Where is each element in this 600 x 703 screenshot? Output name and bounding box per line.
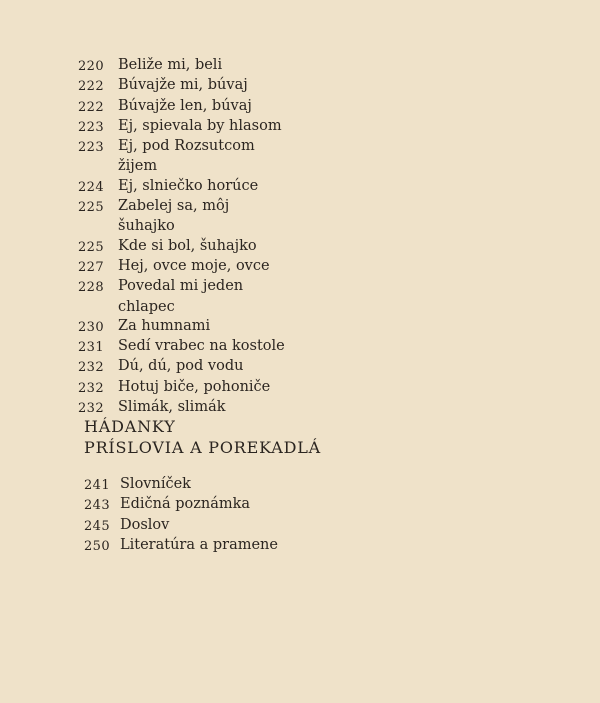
entry-title: Beliže mi, beli [118, 57, 223, 73]
entry-title: chlapec [118, 298, 175, 315]
toc-entry [78, 257, 518, 277]
page-number: 222 [78, 99, 105, 115]
page-number: 223 [78, 140, 105, 156]
page-number: 243 [84, 498, 111, 514]
page-number: 225 [78, 239, 105, 255]
toc-entry [78, 137, 518, 157]
entry-title: Búvajže mi, búvaj [118, 77, 248, 94]
page-number: 225 [78, 200, 105, 216]
section-headings [84, 416, 321, 458]
contents-list [78, 56, 518, 418]
toc-entry [78, 76, 518, 96]
entry-title: Povedal mi jeden [118, 278, 244, 295]
entry-title: žijem [118, 158, 158, 175]
appendix-entry [84, 475, 504, 495]
toc-entry [78, 177, 518, 197]
page-number: 232 [78, 401, 105, 417]
toc-entry [78, 237, 518, 257]
entry-title: Ej, slniečko horúce [118, 177, 259, 194]
entry-title: Ej, pod Rozsutcom [118, 138, 255, 155]
toc-entry [78, 337, 518, 357]
appendix-entry [84, 536, 504, 556]
toc-entry [78, 298, 518, 317]
page-number: 222 [78, 79, 105, 95]
entry-title: Slovníček [120, 476, 191, 492]
toc-entry [78, 56, 518, 76]
page-number: 231 [78, 340, 105, 356]
entry-title: šuhajko [118, 218, 175, 235]
entry-title: Búvajže len, búvaj [118, 97, 252, 114]
toc-entry [78, 117, 518, 137]
page-number: 245 [84, 518, 111, 534]
section-heading-riddles: HÁDANKY [84, 417, 176, 436]
page-number: 227 [78, 259, 105, 275]
entry-title: Literatúra a pramene [120, 536, 278, 553]
toc-entry [78, 97, 518, 117]
page-number [78, 217, 118, 236]
entry-title: Edičná poznámka [120, 496, 251, 513]
section-heading-proverbs: PRÍSLOVIA A POREKADLÁ [84, 438, 321, 457]
page-number: 250 [84, 538, 111, 554]
toc-entry [78, 378, 518, 398]
entry-title: Slimák, slimák [118, 399, 226, 416]
page-number: 220 [78, 59, 105, 74]
page-number [78, 298, 118, 317]
entry-title: Dú, dú, pod vodu [118, 358, 244, 375]
page-number: 232 [78, 380, 105, 396]
entry-title: Zabelej sa, môj [118, 198, 230, 215]
appendix-entry [84, 495, 504, 515]
entry-title: Hej, ovce moje, ovce [118, 257, 270, 274]
appendix-entry [84, 516, 504, 536]
page-number: 232 [78, 360, 105, 376]
appendix-list [84, 475, 504, 556]
toc-entry [78, 217, 518, 236]
toc-entry [78, 157, 518, 176]
page-number: 224 [78, 179, 105, 195]
page-number: 223 [78, 119, 105, 135]
entry-title: Sedí vrabec na kostole [118, 338, 285, 355]
toc-entry [78, 317, 518, 337]
page-number [78, 157, 118, 176]
page-number: 241 [84, 478, 111, 493]
entry-title: Za humnami [118, 317, 211, 334]
toc-entry [78, 197, 518, 217]
page-number: 228 [78, 280, 105, 296]
toc-entry [78, 277, 518, 297]
entry-title: Hotuj biče, pohoniče [118, 378, 271, 395]
entry-title: Kde si bol, šuhajko [118, 237, 257, 254]
entry-title: Doslov [120, 516, 170, 533]
entry-title: Ej, spievala by hlasom [118, 117, 282, 134]
page-number: 230 [78, 319, 105, 335]
toc-entry [78, 357, 518, 377]
